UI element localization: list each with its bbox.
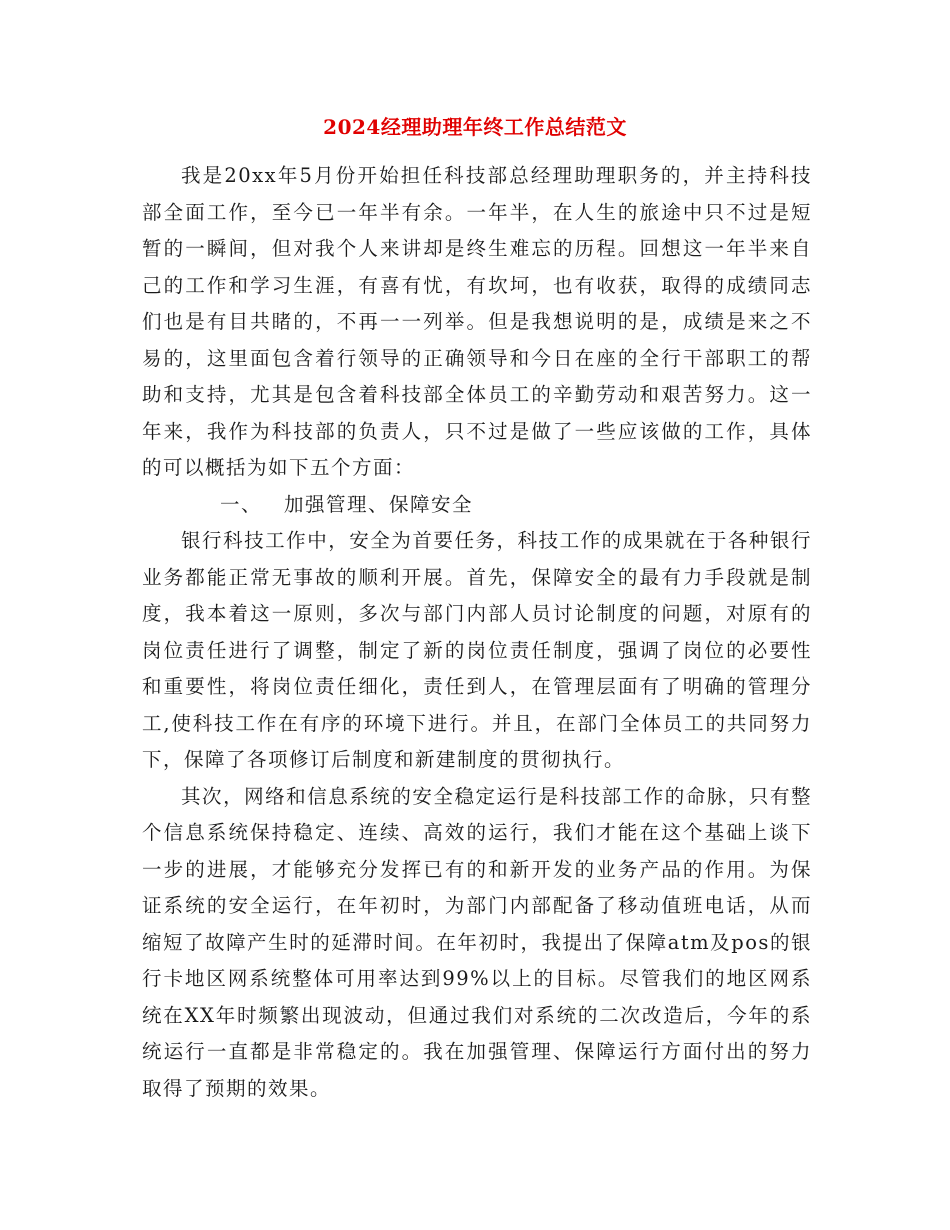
- paragraph-network: 其次，网络和信息系统的安全稳定运行是科技部工作的命脉，只有整个信息系统保持稳定、连续、高效的运行，我们才能在这个基础上谈下一步的进展，才能够充分发挥已有的和新开发的业务产品的作用。为保证系统的安全运行，在年初时，为部门内部配备了移动值班电话，从而缩短了故障产生时的延滞时间。在年初时，我提出了保障atm及pos的银行卡地区网系统整体可用率达到99%以上的目标。尽管我们的地区网系统在XX年时频繁出现波动，但通过我们对系统的二次改造后，今年的系统运行一直都是非常稳定的。我在加强管理、保障运行方面付出的努力取得了预期的效果。: [142, 784, 812, 1100]
- document-title: 2024经理助理年终工作总结范文: [323, 115, 627, 139]
- section-heading-number: 一、: [220, 492, 263, 516]
- section-heading: [142, 487, 812, 524]
- paragraph-intro: 我是20xx年5月份开始担任科技部总经理助理职务的，并主持科技部全面工作，至今已一年半有余。一年半，在人生的旅途中只不过是短暂的一瞬间，但对我个人来讲却是终生难忘的历程。回想这一年半来自己的工作和学习生涯，有喜有忧，有坎坷，也有收获，取得的成绩同志们也是有目共睹的，不再一一列举。但是我想说明的是，成绩是来之不易的，这里面包含着行领导的正确领导和今日在座的全行干部职工的帮助和支持，尤其是包含着科技部全体员工的辛勤劳动和艰苦努力。这一年来，我作为科技部的负责人，只不过是做了一些应该做的工作，具体的可以概括为如下五个方面：: [142, 164, 812, 479]
- paragraph-safety: 银行科技工作中，安全为首要任务，科技工作的成果就在于各种银行业务都能正常无事故的顺利开展。首先，保障安全的最有力手段就是制度，我本着这一原则，多次与部门内部人员讨论制度的问题，对原有的岗位责任进行了调整，制定了新的岗位责任制度，强调了岗位的必要性和重要性，将岗位责任细化，责任到人，在管理层面有了明确的管理分工,使科技工作在有序的环境下进行。并且，在部门全体员工的共同努力下，保障了各项修订后制度和新建制度的贯彻执行。: [142, 529, 812, 771]
- document-body: [142, 158, 812, 1107]
- section-heading-text: 加强管理、保障安全: [284, 492, 474, 516]
